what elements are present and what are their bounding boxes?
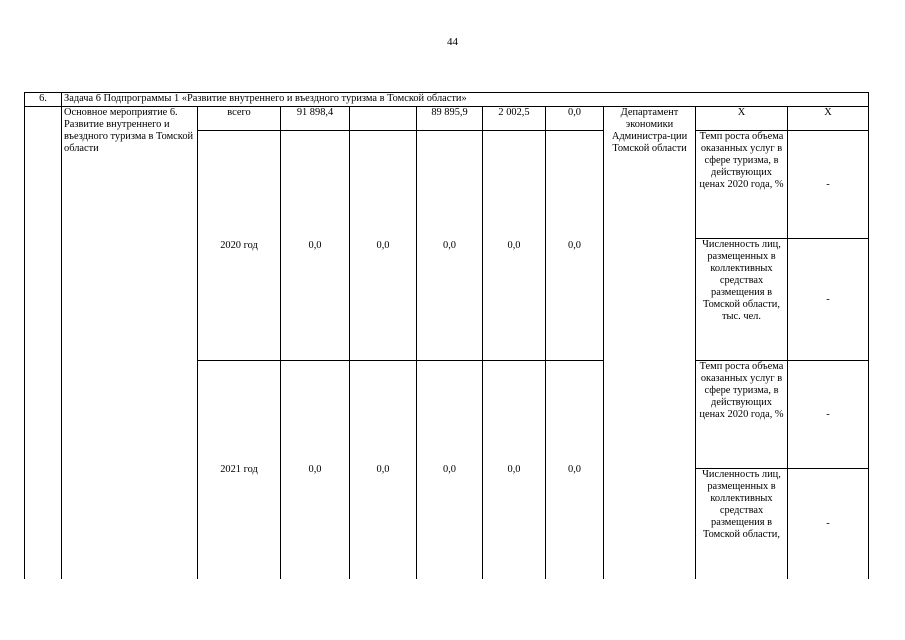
- indicator-value: -: [788, 131, 869, 239]
- total-value-2: [350, 107, 417, 131]
- value-2021-3: 0,0: [417, 361, 483, 579]
- table-row-total: [25, 107, 869, 131]
- number-cell-empty: [25, 107, 62, 579]
- value-2021-5: 0,0: [546, 361, 604, 579]
- total-indicator-value: Х: [788, 107, 869, 131]
- indicator-name: Темп роста объема оказанных услуг в сфере туризма, в действующих ценах 2020 года, %: [696, 361, 788, 469]
- period-total: всего: [198, 107, 281, 131]
- indicator-name: Численность лиц, размещенных в коллективных средствах размещения в Томской области,: [696, 469, 788, 579]
- value-2020-3: 0,0: [417, 131, 483, 361]
- period-2020: 2020 год: [198, 131, 281, 361]
- value-2021-1: 0,0: [281, 361, 350, 579]
- task-row: [25, 93, 869, 107]
- total-indicator: Х: [696, 107, 788, 131]
- indicator-name: Темп роста объема оказанных услуг в сфере туризма, в действующих ценах 2020 года, %: [696, 131, 788, 239]
- program-table: [24, 92, 869, 579]
- total-value-1: 91 898,4: [281, 107, 350, 131]
- total-value-5: 0,0: [546, 107, 604, 131]
- executor: Департамент экономики Администра-ции Томской области: [604, 107, 696, 579]
- value-2021-2: 0,0: [350, 361, 417, 579]
- period-2021: 2021 год: [198, 361, 281, 579]
- indicator-name: Численность лиц, размещенных в коллективных средствах размещения в Томской области, тыс. чел.: [696, 239, 788, 361]
- value-2020-2: 0,0: [350, 131, 417, 361]
- activity-name: Основное мероприятие 6. Развитие внутреннего и въездного туризма в Томской области: [62, 107, 198, 579]
- page-number: 44: [447, 36, 458, 48]
- value-2020-1: 0,0: [281, 131, 350, 361]
- task-number: 6.: [25, 93, 62, 107]
- value-2021-4: 0,0: [483, 361, 546, 579]
- value-2020-4: 0,0: [483, 131, 546, 361]
- indicator-value: -: [788, 469, 869, 579]
- indicator-value: -: [788, 361, 869, 469]
- value-2020-5: 0,0: [546, 131, 604, 361]
- task-title: Задача 6 Подпрограммы 1 «Развитие внутреннего и въездного туризма в Томской области»: [62, 93, 869, 107]
- indicator-value: -: [788, 239, 869, 361]
- total-value-4: 2 002,5: [483, 107, 546, 131]
- total-value-3: 89 895,9: [417, 107, 483, 131]
